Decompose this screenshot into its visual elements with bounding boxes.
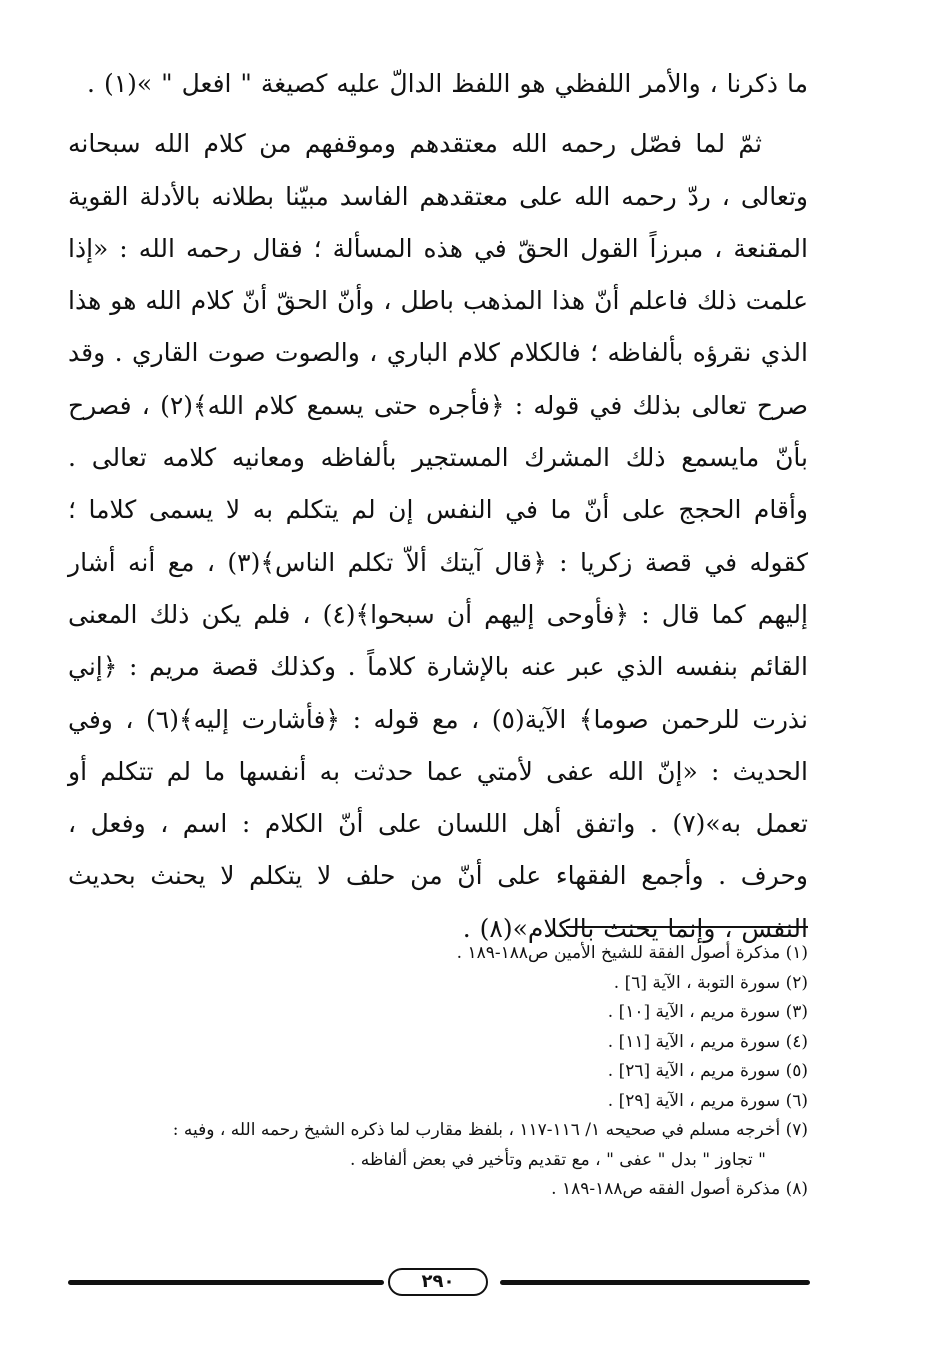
page-number: ٢٩٠ (388, 1268, 488, 1296)
book-page (68, 58, 808, 1308)
main-text (68, 58, 808, 955)
paragraph-main: ثمّ لما فصّل رحمه الله معتقدهم وموقفهم من كلام الله سبحانه وتعالى ، ردّ رحمه الله على معتقدهم الفاسد مبيّنا بطلانه بالأدلة القوية المقنعة ، مبرزاً القول الحقّ في هذه المسألة ؛ فقال رحمه الله : «إذا علمت ذلك فاعلم أنّ هذا المذهب باطل ، وأنّ الحقّ أنّ كلام الله هو هذا الذي نقرؤه بألفاظه ؛ فالكلام كلام الباري ، والصوت صوت القاري . وقد صرح تعالى بذلك في قوله : ﴿فأجره حتى يسمع كلام الله﴾(٢) ، فصرح بأنّ مايسمع ذلك المشرك المستجير بألفاظه ومعانيه كلامه تعالى . وأقام الحجج على أنّ ما في النفس إن لم يتكلم به لا يسمى كلاما ؛ كقوله في قصة زكريا : ﴿قال آيتك ألاّ تكلم الناس﴾(٣) ، مع أنه أشار إليهم كما قال : ﴿فأوحى إليهم أن سبحوا﴾(٤) ، فلم يكن ذلك المعنى القائم بنفسه الذي عبر عنه بالإشارة كلاماً . وكذلك قصة مريم : ﴿إني نذرت للرحمن صوما﴾ الآية(٥) ، مع قوله : ﴿فأشارت إليه﴾(٦) ، وفي الحديث : «إنّ الله عفى لأمتي عما حدثت به أنفسها ما لم تتكلم أو تعمل به»(٧) . واتفق أهل اللسان على أنّ الكلام : اسم ، وفعل ، وحرف . وأجمع الفقهاء على أنّ من حلف لا يتكلم لا يحنث بحديث النفس ، وإنما يحنث بالكلام»(٨) . (68, 129, 809, 943)
footnote-1: (١) مذكرة أصول الفقة للشيخ الأمين ص١٨٨-١٨٩ . (456, 943, 808, 963)
footnote-3: (٣) سورة مريم ، الآية [١٠] . (607, 1002, 808, 1022)
footnotes-list (68, 939, 808, 1205)
footnote-7-continuation: " تجاوز " بدل " عفى " ، مع تقديم وتأخير في بعض ألفاظه . (349, 1149, 766, 1170)
page-footer (68, 1268, 810, 1298)
footnote-2: (٢) سورة التوبة ، الآية [٦] . (613, 972, 808, 993)
footnote-4: (٤) سورة مريم ، الآية [١١] . (607, 1031, 808, 1052)
paragraph-opening: ما ذكرنا ، والأمر اللفظي هو اللفظ الدالّ عليه كصيغة " افعل " »(١) . (87, 69, 808, 98)
footnote-7: (٧) أخرجه مسلم في صحيحه ١/ ١١٦-١١٧ ، بلفظ مقارب لما ذكره الشيخ رحمه الله ، وفيه : (172, 1120, 808, 1140)
footnote-separator (566, 926, 808, 928)
footer-rule-right (500, 1280, 810, 1285)
footnote-8: (٨) مذكرة أصول الفقه ص١٨٨-١٨٩ . (551, 1179, 808, 1199)
footnote-5: (٥) سورة مريم ، الآية [٢٦] . (607, 1061, 808, 1081)
footnote-6: (٦) سورة مريم ، الآية [٢٩] . (607, 1090, 808, 1111)
footer-rule-left (68, 1280, 384, 1285)
